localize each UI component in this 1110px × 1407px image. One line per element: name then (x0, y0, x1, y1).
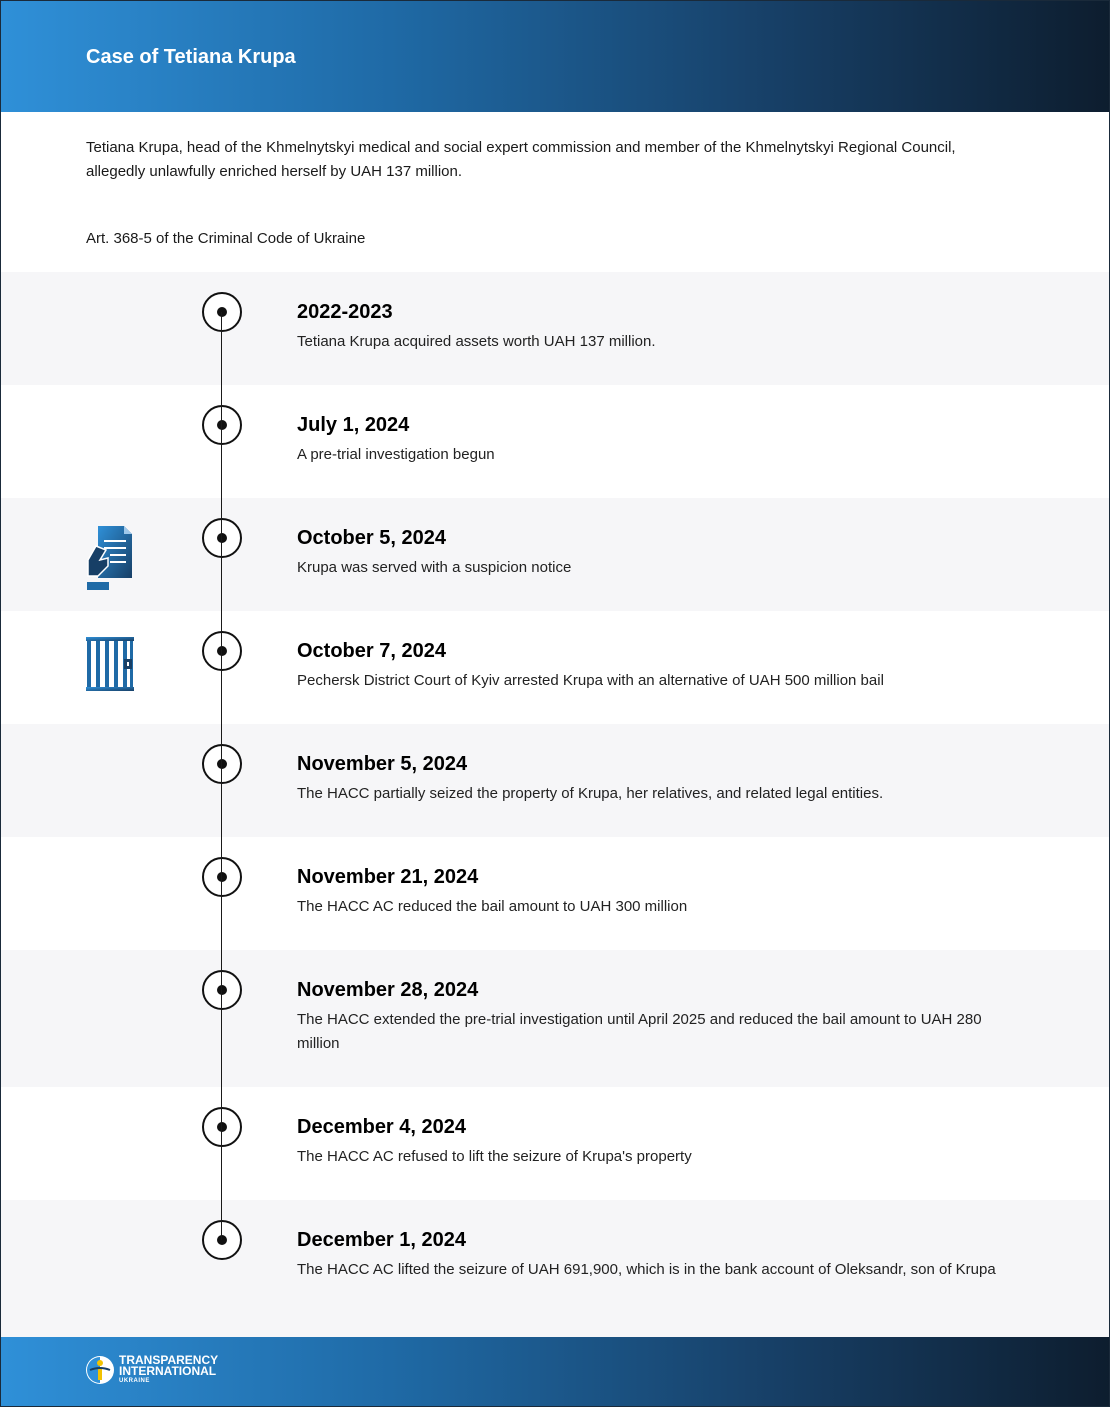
case-summary: Tetiana Krupa, head of the Khmelnytskyi medical and social expert commission and member of the Khmelnytskyi Regional Council, allegedly unlawfully enriched herself by UAH 137 million. (86, 139, 956, 180)
event-date: October 7, 2024 (297, 640, 446, 662)
event-description: The HACC partially seized the property of Krupa, her relatives, and related legal entities. (297, 785, 884, 802)
timeline-node (202, 857, 242, 897)
timeline-node (202, 970, 242, 1010)
event-description: The HACC AC lifted the seizure of UAH 691,900, which is in the bank account of Oleksandr, son of Krupa (297, 1261, 996, 1278)
footer-banner (1, 1337, 1110, 1407)
document-hand-icon (86, 524, 134, 599)
event-date: November 28, 2024 (297, 979, 479, 1001)
timeline-event (1, 498, 1110, 611)
event-description: The HACC AC reduced the bail amount to UAH 300 million (297, 898, 688, 915)
page-title: Case of Tetiana Krupa (86, 46, 296, 68)
timeline-axis (221, 312, 222, 1240)
header-banner (1, 1, 1110, 112)
timeline-node (202, 631, 242, 671)
timeline-event (1, 724, 1110, 837)
legal-article: Art. 368-5 of the Criminal Code of Ukraine (86, 230, 366, 247)
timeline-event (1, 272, 1110, 385)
ti-emblem-icon (85, 1355, 115, 1385)
prison-bars-icon (86, 637, 134, 696)
timeline-event (1, 837, 1110, 950)
event-description: The HACC extended the pre-trial investigation until April 2025 and reduced the bail amount to UAH 280 million (297, 1011, 982, 1052)
event-date: October 5, 2024 (297, 527, 446, 549)
event-date: November 21, 2024 (297, 866, 479, 888)
timeline-node (202, 405, 242, 445)
timeline-event (1, 950, 1110, 1087)
event-description: Tetiana Krupa acquired assets worth UAH 137 million. (297, 333, 656, 350)
event-date: July 1, 2024 (297, 414, 410, 436)
event-date: 2022-2023 (297, 301, 393, 323)
timeline-event (1, 1200, 1110, 1337)
event-date: December 1, 2024 (297, 1229, 467, 1251)
timeline-event (1, 611, 1110, 724)
event-description: Krupa was served with a suspicion notice (297, 559, 572, 576)
timeline-node (202, 518, 242, 558)
event-description: The HACC AC refused to lift the seizure of Krupa's property (297, 1148, 692, 1165)
transparency-international-logo[interactable] (85, 1355, 218, 1385)
timeline-node (202, 744, 242, 784)
logo-line-3: UKRAINE (119, 1378, 150, 1384)
event-date: November 5, 2024 (297, 753, 468, 775)
logo-line-2: INTERNATIONAL (119, 1364, 217, 1378)
timeline (1, 272, 1110, 1337)
timeline-node (202, 292, 242, 332)
timeline-event (1, 385, 1110, 498)
timeline-node (202, 1107, 242, 1147)
timeline-node (202, 1220, 242, 1260)
timeline-event (1, 1087, 1110, 1200)
event-description: Pechersk District Court of Kyiv arrested Krupa with an alternative of UAH 500 million bail (297, 672, 884, 689)
event-description: A pre-trial investigation begun (297, 446, 495, 463)
event-date: December 4, 2024 (297, 1116, 467, 1138)
logo-line-1: TRANSPARENCY (119, 1353, 219, 1367)
